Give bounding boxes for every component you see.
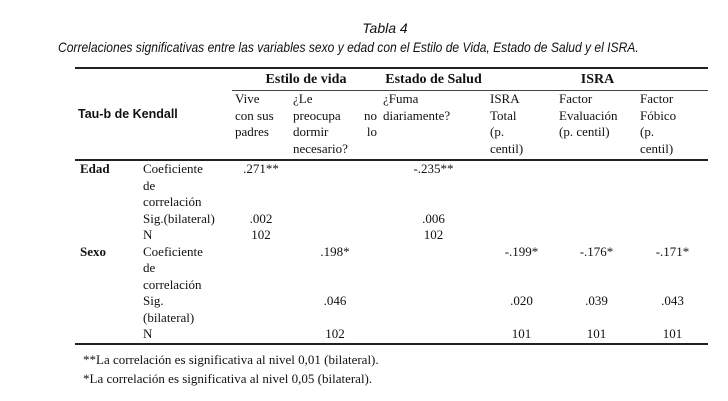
- cell: -.176*: [579, 243, 614, 259]
- cell: .020: [510, 293, 533, 308]
- footnote-005: *La correlación es significativa al nivel 0,05 (bilateral).: [83, 371, 373, 386]
- row-label-sexo: Sexo: [80, 243, 106, 259]
- col-fuma: ¿Fuma diariamente?: [380, 91, 487, 161]
- cell: [380, 326, 487, 344]
- cell: [556, 160, 637, 211]
- cell: [380, 293, 487, 326]
- stub-header: Tau-b de Kendall: [75, 68, 232, 160]
- cell: .043: [661, 293, 684, 308]
- cell: 101: [637, 326, 708, 344]
- stat-label: N: [140, 326, 232, 344]
- cell: .002: [249, 210, 273, 226]
- cell: [232, 326, 290, 344]
- cell: 102: [290, 326, 380, 344]
- cell: [556, 227, 637, 244]
- cell: [637, 160, 708, 211]
- cell: [232, 244, 290, 294]
- table-title: Correlaciones significativas entre las variables sexo y edad con el Estilo de Vida, Estado de Salud y el ISRA.: [58, 39, 639, 55]
- col-factor-evaluacion: Factor Evaluación (p. centil): [556, 91, 637, 161]
- group-header-row: [75, 68, 708, 91]
- cell: 101: [556, 326, 637, 344]
- table-row: [75, 160, 708, 211]
- col-preocupa-dormir: ¿Le preocupa no dormir lo necesario?: [290, 91, 380, 161]
- cell: .039: [585, 293, 608, 308]
- cell: .271**: [243, 161, 279, 176]
- cell: 101: [487, 326, 556, 344]
- cell: [290, 211, 380, 228]
- table-row: [75, 211, 708, 228]
- table-row: [75, 293, 708, 326]
- cell: 102: [423, 227, 444, 242]
- cell: [290, 160, 380, 211]
- col-isra-total: ISRA Total (p. centil): [487, 91, 556, 161]
- group-isra: ISRA: [487, 68, 708, 91]
- stat-label: Sig.(bilateral): [143, 210, 215, 226]
- col-vive-padres: Vive con sus padres: [232, 91, 290, 161]
- cell: [290, 227, 380, 244]
- correlation-table: [75, 67, 708, 345]
- cell: -.199*: [504, 243, 539, 259]
- cell: .198*: [320, 243, 350, 259]
- stat-label: Coeficiente de correlación: [143, 161, 203, 209]
- table-row: [75, 227, 708, 244]
- cell: [487, 211, 556, 228]
- group-estado-de-salud: Estado de Salud: [380, 68, 487, 91]
- cell: -.235**: [413, 161, 454, 176]
- cell: [232, 293, 290, 326]
- cell: [637, 227, 708, 244]
- stat-label: Coeficiente de correlación: [143, 243, 203, 292]
- cell: [487, 227, 556, 244]
- cell: .046: [323, 293, 347, 308]
- cell: -.171*: [655, 243, 690, 259]
- table-row: [75, 326, 708, 344]
- cell: [380, 244, 487, 294]
- group-estilo-de-vida: Estilo de vida: [232, 68, 380, 91]
- cell: [637, 211, 708, 228]
- table-number: Tabla 4: [362, 20, 408, 36]
- footnote-001: **La correlación es significativa al nivel 0,01 (bilateral).: [83, 352, 379, 367]
- stat-label: Sig. (bilateral): [143, 293, 195, 325]
- table-row: [75, 244, 708, 294]
- row-label-edad: Edad: [80, 161, 110, 176]
- col-factor-fobico: Factor Fóbico (p. centil): [637, 91, 708, 161]
- stat-label: N: [143, 227, 153, 242]
- cell: [487, 160, 556, 211]
- cell: [556, 211, 637, 228]
- cell: .006: [422, 210, 445, 226]
- cell: 102: [251, 227, 271, 242]
